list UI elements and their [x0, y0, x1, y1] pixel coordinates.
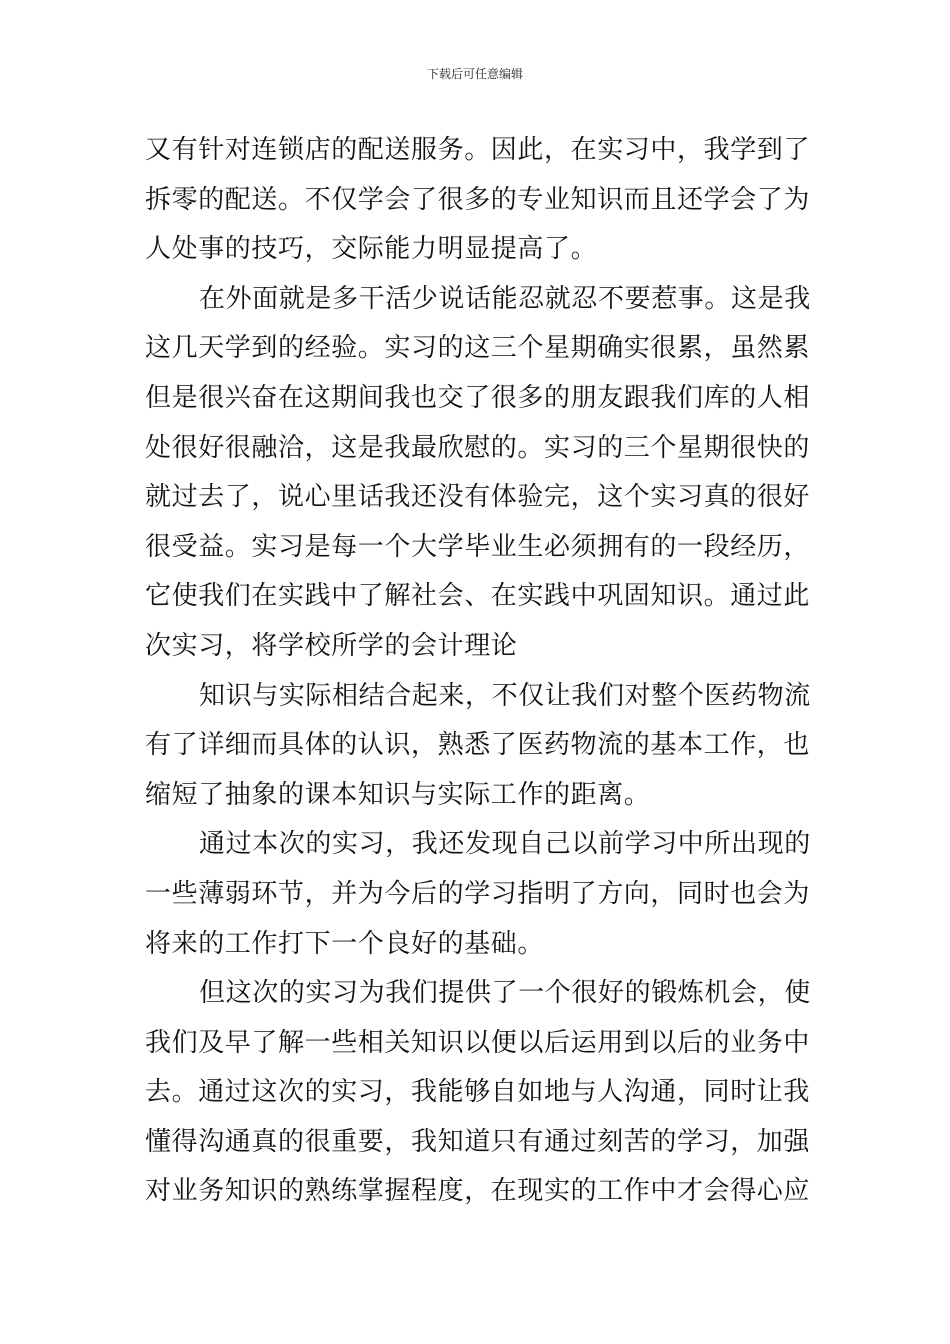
text-line: 人处事的技巧，交际能力明显提高了。 [145, 234, 598, 265]
text-line: 有了详细而具体的认识，熟悉了医药物流的基本工作，也 [145, 730, 811, 761]
text-line: 拆零的配送。不仅学会了很多的专业知识而且还学会了为 [145, 184, 811, 215]
text-line: 处很好很融洽，这是我最欣慰的。实习的三个星期很快的 [145, 432, 811, 463]
page-header-note: 下载后可任意编辑 [426, 67, 523, 81]
text-line: 次实习，将学校所学的会计理论 [145, 630, 518, 661]
text-line: 一些薄弱环节，并为今后的学习指明了方向，同时也会为 [145, 878, 811, 909]
paragraph-first-line: 知识与实际相结合起来，不仅让我们对整个医药物流 [199, 680, 811, 711]
paragraph-first-line: 在外面就是多干活少说话能忍就忍不要惹事。这是我 [199, 283, 811, 314]
text-line: 去。通过这次的实习，我能够自如地与人沟通，同时让我 [145, 1077, 811, 1108]
body-text [145, 126, 810, 1217]
text-line: 将来的工作打下一个良好的基础。 [145, 928, 545, 959]
paragraph-first-line: 通过本次的实习，我还发现自己以前学习中所出现的 [199, 829, 811, 860]
text-line: 缩短了抽象的课本知识与实际工作的距离。 [145, 779, 651, 810]
text-line: 很受益。实习是每一个大学毕业生必须拥有的一段经历， [145, 531, 811, 562]
text-line: 就过去了，说心里话我还没有体验完，这个实习真的很好 [145, 482, 811, 513]
text-line: 懂得沟通真的很重要，我知道只有通过刻苦的学习，加强 [145, 1126, 811, 1157]
paragraph-first-line: 但这次的实习为我们提供了一个很好的锻炼机会，使 [199, 978, 811, 1009]
text-line: 它使我们在实践中了解社会、在实践中巩固知识。通过此 [145, 581, 811, 612]
text-line: 对业务知识的熟练掌握程度，在现实的工作中才会得心应 [145, 1176, 811, 1207]
text-line: 这几天学到的经验。实习的这三个星期确实很累，虽然累 [145, 333, 811, 364]
text-line: 但是很兴奋在这期间我也交了很多的朋友跟我们库的人相 [145, 382, 811, 413]
text-line: 又有针对连锁店的配送服务。因此，在实习中，我学到了 [145, 135, 811, 165]
text-line: 我们及早了解一些相关知识以便以后运用到以后的业务中 [145, 1027, 811, 1058]
